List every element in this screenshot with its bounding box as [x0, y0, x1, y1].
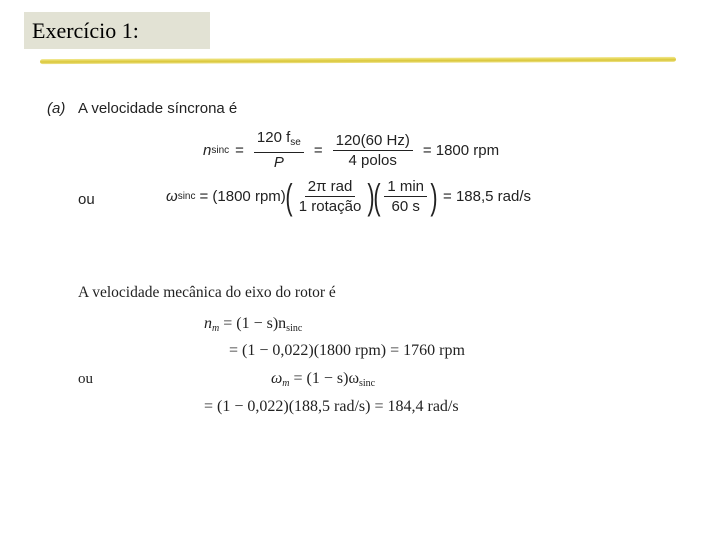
b-line3-var-sub: m — [282, 378, 290, 389]
eq1-frac1-den: P — [273, 154, 284, 171]
eq1-equals-2: = — [313, 141, 323, 159]
eq2-fraction-1 — [296, 178, 365, 215]
eq2-rpm: = (1800 rpm) — [199, 188, 286, 205]
eq1-fraction-2 — [333, 132, 413, 169]
eq1-lhs-var: n — [203, 141, 212, 159]
title-underline — [40, 57, 676, 64]
b-line1-mid: = (1 − s)n — [219, 315, 287, 332]
eq2-close-paren-2: ) — [430, 175, 438, 217]
eq1-frac1-num: 120 f — [256, 129, 291, 146]
eq2-frac2-num: 1 min — [384, 178, 427, 197]
b-line1-sub: sinc — [286, 323, 303, 334]
part-a-heading: A velocidade síncrona é — [78, 100, 238, 117]
eq2-frac1-num: 2π rad — [305, 178, 356, 197]
rotor-speed-rads-result: = (1 − 0,022)(188,5 rad/s) = 184,4 rad/s — [204, 398, 459, 415]
eq1-lhs-sub: sinc — [211, 144, 230, 156]
part-a-label: (a) — [47, 100, 66, 117]
rotor-speed-rpm-result: = (1 − 0,022)(1800 rpm) = 1760 rpm — [229, 342, 465, 359]
sync-speed-rads-equation — [166, 175, 531, 217]
rotor-speed-rpm-formula — [204, 315, 302, 334]
b-line1-var-sub: m — [212, 323, 220, 334]
eq2-open-paren-1: ( — [285, 175, 293, 217]
sync-speed-rpm-equation — [203, 129, 499, 171]
eq1-frac2-den: 4 polos — [348, 151, 397, 169]
eq1-frac2-num: 120(60 Hz) — [333, 132, 413, 151]
eq2-frac1-den: 1 rotação — [298, 198, 362, 215]
eq2-frac2-den: 60 s — [391, 198, 420, 215]
b-line3-var: ω — [271, 370, 283, 387]
or-label-a: ou — [78, 191, 95, 208]
slide-title: Exercício 1: — [24, 12, 210, 49]
eq1-fraction-1 — [254, 129, 304, 171]
eq1-frac1-num-sub: se — [290, 137, 301, 148]
b-line1-var: n — [204, 315, 212, 332]
rotor-speed-rads-formula — [271, 370, 375, 389]
part-b-heading: A velocidade mecânica do eixo do rotor é — [78, 284, 336, 301]
b-line3-mid: = (1 − s)ω — [289, 370, 359, 387]
eq2-close-paren-1: ) — [367, 175, 375, 217]
eq2-lhs-sub: sinc — [177, 191, 196, 202]
or-label-b: ou — [78, 371, 93, 387]
eq2-lhs-var: ω — [166, 188, 178, 205]
eq2-result: = 188,5 rad/s — [443, 188, 531, 205]
eq2-open-paren-2: ( — [373, 175, 381, 217]
eq1-equals-1: = — [235, 141, 244, 159]
eq2-fraction-2 — [384, 178, 427, 215]
b-line3-sub: sinc — [359, 378, 376, 389]
eq1-result: = 1800 rpm — [422, 141, 500, 159]
